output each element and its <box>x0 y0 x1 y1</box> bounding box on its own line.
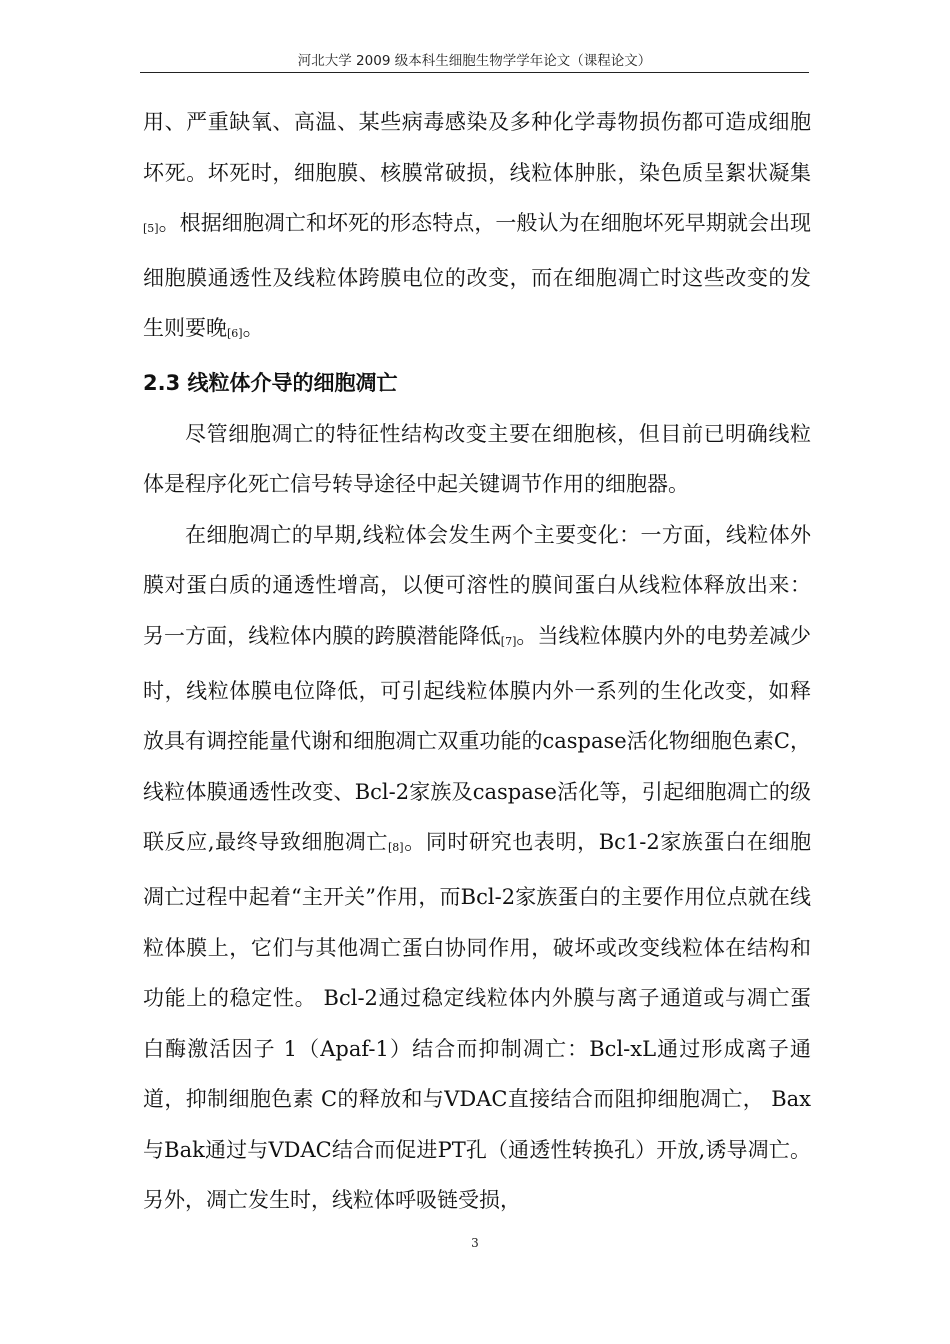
running-header: 河北大学 2009 级本科生细胞生物学学年论文（课程论文） <box>297 53 652 69</box>
document-body <box>143 97 811 1226</box>
citation-6: [6] <box>227 327 243 341</box>
paragraph-early-apoptosis-part-c: 。同时研究也表明，Bc1-2家族蛋白在细胞凋亡过程中起着“主开关”作用，而Bcl-2家族蛋白的主要作用位点就在线粒体膜上，它们与其他凋亡蛋白协同作用，破坏或改变线粒体在结构和功能上的稳定性。 Bcl-2通过稳定线粒体内外膜与离子通道或与凋亡蛋白酶激活因子 1（Apaf-1）结合而抑制凋亡：Bcl-xL通过形成离子通道，抑制细胞色素 C的释放和与VDAC直接结合而阻抑细胞凋亡， Bax与Bak通过与VDAC结合而促进PT孔（通透性转换孔）开放,诱导凋亡。另外，凋亡发生时，线粒体呼吸链受损， <box>143 830 811 1213</box>
paragraph-necrosis-part-b: 。根据细胞凋亡和坏死的形态特点，一般认为在细胞坏死早期就会出现细胞膜通透性及线粒体跨膜电位的改变，而在细胞凋亡时这些改变的发生则要晚 <box>143 211 811 341</box>
paragraph-necrosis-part-c: 。 <box>242 316 264 341</box>
citation-7: [7] <box>500 634 517 648</box>
paragraph-mitochondria-role: 尽管细胞凋亡的特征性结构改变主要在细胞核，但目前已明确线粒体是程序化死亡信号转导途径中起关键调节作用的细胞器。 <box>143 421 811 497</box>
header-rule <box>140 72 809 73</box>
paragraph-early-apoptosis-part-a: 在细胞凋亡的早期,线粒体会发生两个主要变化：一方面，线粒体外膜对蛋白质的通透性增高，以便可溶性的膜间蛋白从线粒体释放出来：另一方面，线粒体内膜的跨膜潜能降低 <box>143 522 811 648</box>
paragraph-necrosis-part-a: 用、严重缺氧、高温、某些病毒感染及多种化学毒物损伤都可造成细胞坏死。坏死时，细胞膜、核膜常破损，线粒体肿胀，染色质呈絮状凝集 <box>143 110 811 185</box>
paragraph-early-apoptosis-part-b: 。当线粒体膜内外的电势差减少时，线粒体膜电位降低，可引起线粒体膜内外一系列的生化改变，如释放具有调控能量代谢和细胞凋亡双重功能的caspase活化物细胞色素C，线粒体膜通透性改变、Bcl-2家族及caspase活化等，引起细胞凋亡的级联反应,最终导致细胞凋亡 <box>143 623 812 855</box>
paragraph-early-apoptosis <box>143 510 811 1226</box>
page-number: 3 <box>471 1236 479 1250</box>
citation-8: [8] <box>388 841 404 855</box>
section-heading: 2.3 线粒体介导的细胞凋亡 <box>143 370 398 395</box>
citation-5: [5] <box>143 222 159 236</box>
paragraph-necrosis <box>143 97 811 358</box>
